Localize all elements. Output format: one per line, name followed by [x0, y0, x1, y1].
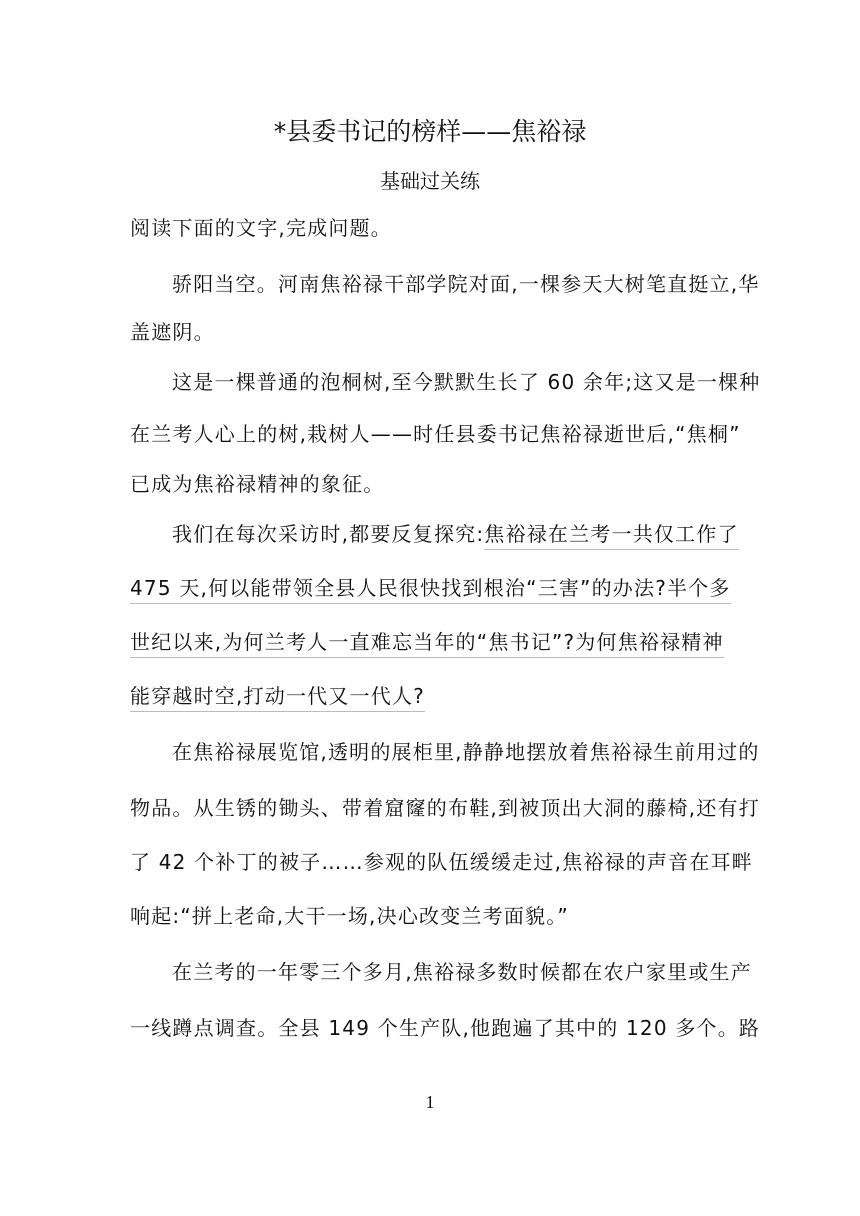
- paragraph-line: 在兰考的一年零三个多月,焦裕禄多数时候都在农户家里或生产: [172, 960, 752, 984]
- underlined-question-text: 世纪以来,为何兰考人一直难忘当年的“焦书记”?为何焦裕禄精神: [130, 630, 724, 658]
- paragraph-line: 盖遮阴。: [130, 320, 215, 344]
- underlined-question-text: 能穿越时空,打动一代又一代人?: [130, 684, 425, 712]
- document-title: *县委书记的榜样——焦裕禄: [273, 117, 587, 146]
- paragraph-line: 了 42 个补丁的被子……参观的队伍缓缓走过,焦裕禄的声音在耳畔: [130, 850, 753, 874]
- document-subtitle: 基础过关练: [380, 169, 480, 193]
- page-number: 1: [425, 1092, 435, 1112]
- plain-text: 我们在每次采访时,都要反复探究:: [172, 522, 485, 546]
- paragraph-line: 骄阳当空。河南焦裕禄干部学院对面,一棵参天大树笔直挺立,华: [172, 272, 760, 296]
- paragraph-line: 响起:“拼上老命,大干一场,决心改变兰考面貌。”: [130, 904, 569, 928]
- paragraph-line: 在兰考人心上的树,栽树人——时任县委书记焦裕禄逝世后,“焦桐”: [130, 422, 741, 446]
- paragraph-line: [172, 520, 739, 548]
- underlined-line: [130, 628, 724, 656]
- paragraph-line: 在焦裕禄展览馆,透明的展柜里,静静地摆放着焦裕禄生前用过的: [172, 740, 760, 764]
- underlined-question-text: 焦裕禄在兰考一共仅工作了: [484, 522, 738, 550]
- underlined-question-text: 475 天,何以能带领全县人民很快找到根治“三害”的办法?半个多: [130, 576, 731, 604]
- paragraph-line: 物品。从生锈的锄头、带着窟窿的布鞋,到被顶出大洞的藤椅,还有打: [130, 796, 760, 820]
- underlined-line: [130, 574, 731, 602]
- paragraph-line: 一线蹲点调查。全县 149 个生产队,他跑遍了其中的 120 多个。路: [130, 1016, 761, 1040]
- underlined-line: [130, 682, 425, 710]
- instruction-text: 阅读下面的文字,完成问题。: [130, 216, 392, 240]
- paragraph-line: 已成为焦裕禄精神的象征。: [130, 472, 385, 496]
- paragraph-line: 这是一棵普通的泡桐树,至今默默生长了 60 余年;这又是一棵种: [172, 370, 761, 394]
